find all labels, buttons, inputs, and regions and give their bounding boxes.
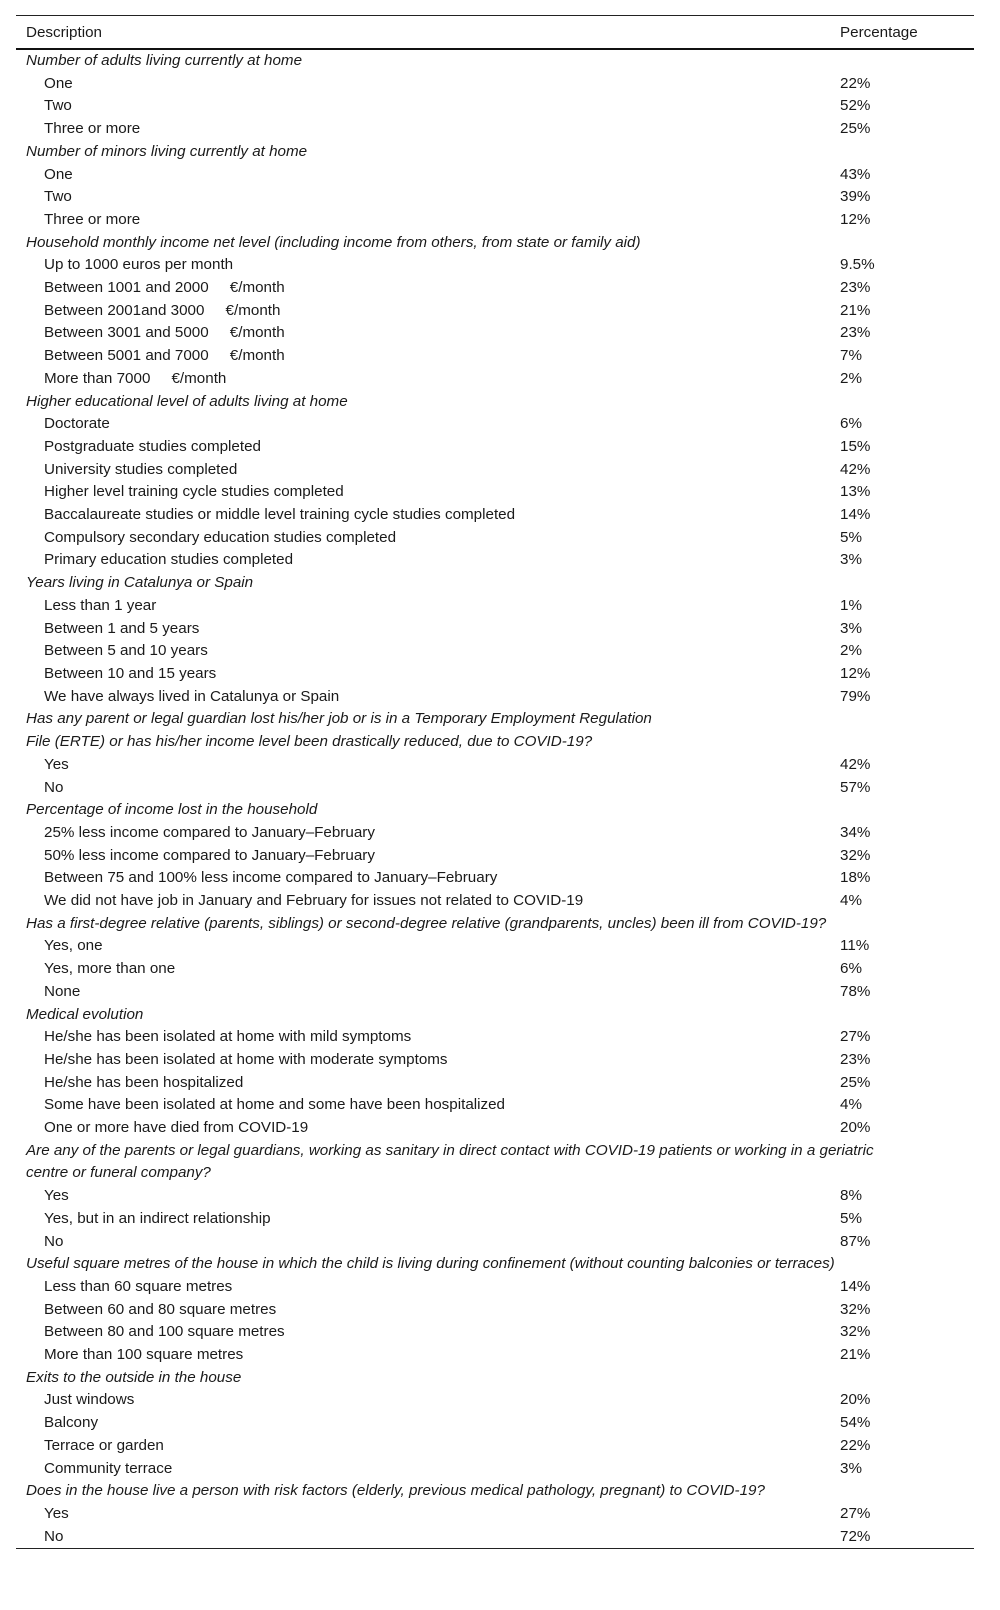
row-description: Just windows [44, 1391, 135, 1409]
group-title: Medical evolution [26, 1005, 144, 1023]
table-row [16, 164, 974, 187]
table-row [16, 1117, 974, 1140]
group-title: Number of minors living currently at home [26, 142, 308, 160]
row-percentage: 43% [840, 165, 871, 183]
group-header-row [16, 141, 974, 164]
row-percentage: 27% [840, 1505, 871, 1522]
table-row [16, 459, 974, 482]
table-row [16, 527, 974, 550]
table-row [16, 822, 974, 845]
table-row [16, 1026, 974, 1049]
row-description: Yes, but in an indirect relationship [44, 1209, 271, 1227]
table-row [16, 1094, 974, 1117]
row-percentage: 14% [840, 506, 871, 524]
table-row [16, 1435, 974, 1458]
row-percentage: 6% [840, 415, 862, 433]
group-title: Years living in Catalunya or Spain [26, 574, 254, 592]
row-percentage: 20% [840, 1391, 871, 1409]
row-percentage: 72% [840, 1527, 871, 1545]
table-header [16, 16, 974, 50]
row-percentage: 32% [840, 1300, 871, 1318]
table-row [16, 73, 974, 96]
row-percentage: 25% [840, 120, 871, 138]
group-header-row [16, 708, 974, 753]
row-percentage: 87% [840, 1232, 871, 1250]
row-percentage: 20% [840, 1119, 871, 1137]
row-description: No [44, 1527, 64, 1545]
group-title: Are any of the parents or legal guardians, working as sanitary in direct contact with COVID-19 patients or working in a geriatric centre or funeral company? [26, 1141, 874, 1182]
row-percentage: 27% [840, 1028, 871, 1046]
table-row [16, 368, 974, 391]
group-header-row [16, 1480, 974, 1503]
row-description: We have always lived in Catalunya or Spain [44, 687, 340, 705]
row-percentage: 42% [840, 755, 871, 773]
row-percentage: 4% [840, 1096, 862, 1114]
table-row [16, 481, 974, 504]
table-row [16, 618, 974, 641]
table-row [16, 686, 974, 709]
table-row [16, 118, 974, 141]
table-row [16, 95, 974, 118]
row-description: No [44, 778, 64, 796]
table-row [16, 845, 974, 868]
group-header-row [16, 1367, 974, 1390]
row-percentage: 3% [840, 551, 862, 569]
row-percentage: 32% [840, 1323, 871, 1341]
row-description: Yes [44, 755, 69, 773]
row-description: University studies completed [44, 460, 238, 478]
row-description: Between 1 and 5 years [44, 619, 200, 637]
row-description: Primary education studies completed [44, 551, 294, 569]
row-description: Yes, more than one [44, 960, 176, 978]
row-percentage: 22% [840, 1436, 871, 1454]
row-percentage: 5% [840, 1209, 862, 1227]
row-description: Yes [44, 1505, 69, 1522]
table-row [16, 186, 974, 209]
table-row [16, 1321, 974, 1344]
row-description: Up to 1000 euros per month [44, 256, 234, 274]
row-percentage: 52% [840, 97, 871, 115]
table-row [16, 1389, 974, 1412]
row-percentage: 5% [840, 528, 862, 546]
row-percentage: 3% [840, 1459, 862, 1477]
row-percentage: 54% [840, 1414, 871, 1432]
row-percentage: 4% [840, 892, 862, 910]
group-header-row [16, 799, 974, 822]
table-row [16, 345, 974, 368]
group-header-row [16, 391, 974, 414]
row-percentage: 14% [840, 1277, 871, 1295]
group-title: Higher educational level of adults living at home [26, 392, 348, 410]
row-percentage: 6% [840, 960, 862, 978]
row-percentage: 7% [840, 347, 862, 365]
table-body [16, 49, 974, 1549]
row-description: He/she has been isolated at home with moderate symptoms [44, 1050, 448, 1068]
row-percentage: 32% [840, 846, 871, 864]
table-row [16, 1208, 974, 1231]
row-description: Yes [44, 1187, 69, 1205]
group-header-row [16, 49, 974, 73]
row-description: We did not have job in January and February for issues not related to COVID-19 [44, 892, 584, 910]
row-description: Three or more [44, 120, 141, 138]
row-description: One [44, 74, 73, 92]
row-percentage: 13% [840, 483, 871, 501]
table-row [16, 890, 974, 913]
row-percentage: 12% [840, 664, 871, 682]
header-row [16, 16, 974, 50]
group-header-row [16, 1253, 974, 1276]
column-header-description: Description [26, 23, 102, 41]
row-description: Yes, one [44, 937, 103, 955]
row-description: Some have been isolated at home and some have been hospitalized [44, 1096, 506, 1114]
row-percentage: 23% [840, 324, 871, 342]
row-percentage: 8% [840, 1187, 862, 1205]
group-header-row [16, 913, 974, 936]
data-table-container [16, 15, 974, 1549]
row-description: Compulsory secondary education studies completed [44, 528, 397, 546]
row-description: Baccalaureate studies or middle level training cycle studies completed [44, 506, 516, 524]
table-row [16, 1526, 974, 1549]
table-row [16, 322, 974, 345]
row-percentage: 15% [840, 437, 871, 455]
row-percentage: 22% [840, 74, 871, 92]
row-description: One [44, 165, 73, 183]
row-percentage: 25% [840, 1073, 871, 1091]
row-description: Doctorate [44, 415, 110, 433]
row-description: 25% less income compared to January–February [44, 823, 375, 841]
row-description: 50% less income compared to January–February [44, 846, 375, 864]
row-description: No [44, 1232, 64, 1250]
group-title: Percentage of income lost in the household [26, 801, 318, 819]
column-header-percentage: Percentage [840, 23, 918, 41]
table-row [16, 277, 974, 300]
row-description: More than 100 square metres [44, 1346, 244, 1364]
table-row [16, 1344, 974, 1367]
row-percentage: 1% [840, 596, 862, 614]
table-row [16, 504, 974, 527]
row-description: He/she has been hospitalized [44, 1073, 244, 1091]
row-percentage: 3% [840, 619, 862, 637]
table-row [16, 1276, 974, 1299]
table-row [16, 549, 974, 572]
row-percentage: 2% [840, 369, 862, 387]
group-title: Number of adults living currently at home [26, 52, 303, 69]
row-percentage: 23% [840, 279, 871, 297]
row-percentage: 9.5% [840, 256, 875, 274]
table-row [16, 1049, 974, 1072]
row-description: Postgraduate studies completed [44, 437, 261, 455]
row-description: Terrace or garden [44, 1436, 164, 1454]
table-row [16, 1412, 974, 1435]
row-description: Two [44, 188, 72, 206]
table-row [16, 254, 974, 277]
row-description: He/she has been isolated at home with mild symptoms [44, 1028, 412, 1046]
row-description: Less than 60 square metres [44, 1277, 233, 1295]
group-header-row [16, 1140, 974, 1185]
table-row [16, 1458, 974, 1481]
row-percentage: 21% [840, 1346, 871, 1364]
group-title: Does in the house live a person with risk factors (elderly, previous medical pathology, pregnant) to COVID-19? [26, 1482, 765, 1500]
table-row [16, 777, 974, 800]
group-header-row [16, 572, 974, 595]
row-description: Three or more [44, 210, 141, 228]
row-description: Between 75 and 100% less income compared to January–February [44, 869, 498, 887]
table-row [16, 1299, 974, 1322]
row-description: Between 2001and 3000 €/month [44, 301, 281, 319]
row-description: One or more have died from COVID-19 [44, 1119, 309, 1137]
group-title: Has any parent or legal guardian lost his/her job or is in a Temporary Employment Regulation File (ERTE) or has his/her income level been drastically reduced, due to COVID-19? [26, 710, 652, 751]
table-row [16, 1072, 974, 1095]
table-row [16, 413, 974, 436]
row-description: Between 1001 and 2000 €/month [44, 279, 285, 297]
table-row [16, 300, 974, 323]
row-description: Less than 1 year [44, 596, 157, 614]
group-title: Exits to the outside in the house [26, 1368, 242, 1386]
table-row [16, 935, 974, 958]
row-percentage: 11% [840, 937, 870, 955]
row-percentage: 57% [840, 778, 871, 796]
row-description: None [44, 982, 81, 1000]
household-characteristics-table [16, 15, 974, 1549]
row-percentage: 39% [840, 188, 871, 206]
row-description: Between 5001 and 7000 €/month [44, 347, 285, 365]
group-title: Household monthly income net level (including income from others, from state or family aid) [26, 233, 641, 251]
row-description: More than 7000 €/month [44, 369, 227, 387]
row-description: Two [44, 97, 72, 115]
row-description: Higher level training cycle studies completed [44, 483, 344, 501]
group-header-row [16, 232, 974, 255]
row-description: Between 5 and 10 years [44, 642, 208, 660]
row-percentage: 79% [840, 687, 871, 705]
row-percentage: 78% [840, 982, 871, 1000]
row-percentage: 12% [840, 210, 871, 228]
table-row [16, 663, 974, 686]
table-row [16, 436, 974, 459]
row-description: Balcony [44, 1414, 99, 1432]
row-description: Between 60 and 80 square metres [44, 1300, 277, 1318]
table-row [16, 1503, 974, 1526]
row-percentage: 2% [840, 642, 862, 660]
row-description: Between 10 and 15 years [44, 664, 217, 682]
group-title: Has a first-degree relative (parents, siblings) or second-degree relative (grandparents, uncles) been ill from COVID-19? [26, 914, 827, 932]
group-title: Useful square metres of the house in which the child is living during confinement (without counting balconies or terraces) [26, 1255, 835, 1273]
table-row [16, 754, 974, 777]
table-row [16, 209, 974, 232]
table-row [16, 1231, 974, 1254]
table-row [16, 981, 974, 1004]
row-percentage: 23% [840, 1050, 871, 1068]
table-row [16, 958, 974, 981]
row-description: Between 80 and 100 square metres [44, 1323, 285, 1341]
table-row [16, 1185, 974, 1208]
row-percentage: 18% [840, 869, 871, 887]
row-percentage: 42% [840, 460, 871, 478]
row-description: Between 3001 and 5000 €/month [44, 324, 285, 342]
table-row [16, 867, 974, 890]
row-percentage: 34% [840, 823, 871, 841]
row-percentage: 21% [840, 301, 871, 319]
group-header-row [16, 1004, 974, 1027]
table-row [16, 595, 974, 618]
table-row [16, 640, 974, 663]
row-description: Community terrace [44, 1459, 173, 1477]
